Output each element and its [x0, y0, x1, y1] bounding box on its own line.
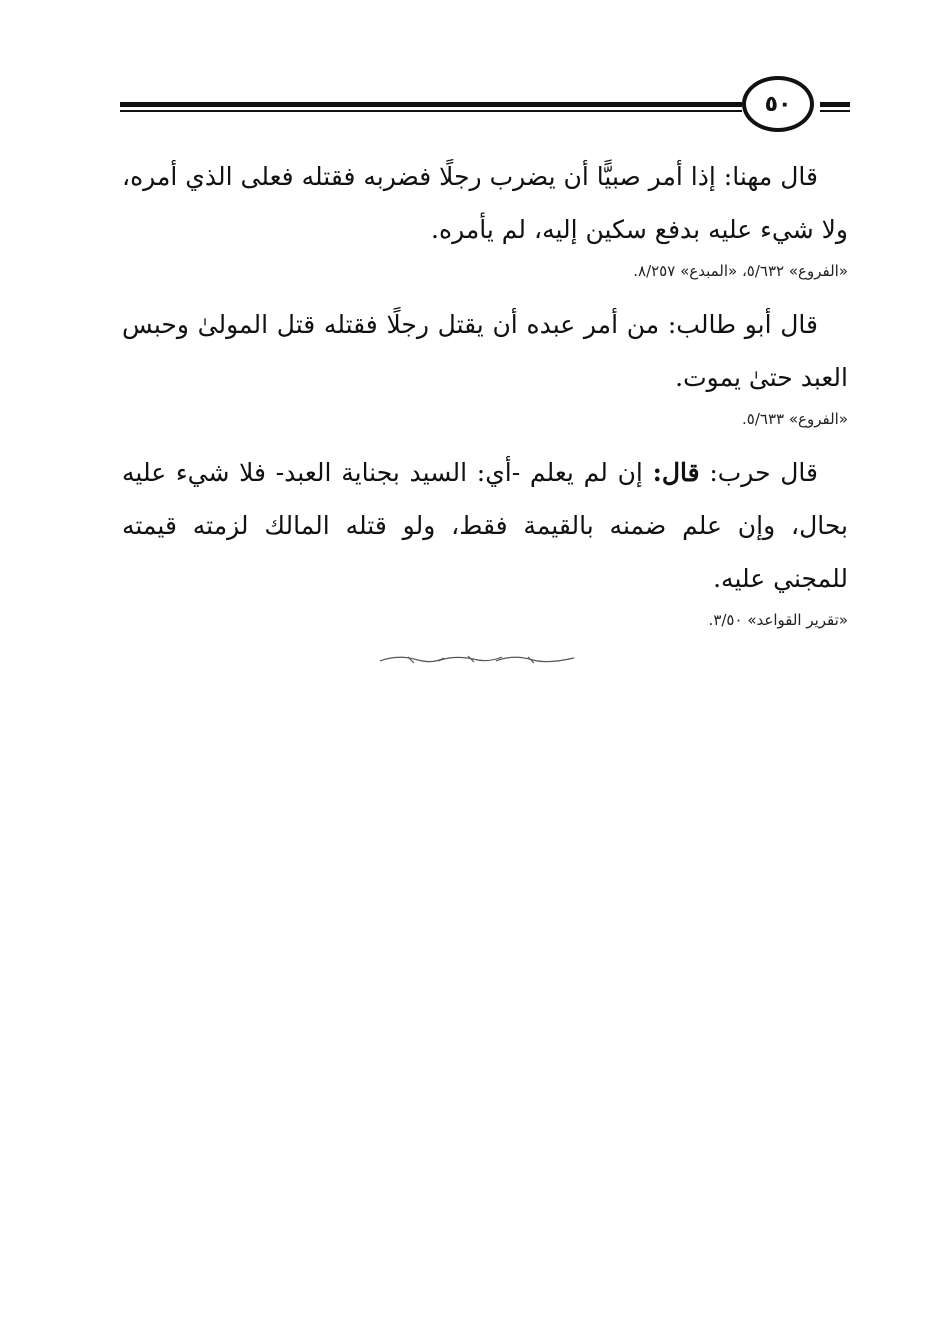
page-header [120, 72, 850, 142]
entry-text-2: قال أبو طالب: من أمر عبده أن يقتل رجلًا فقتله قتل المولىٰ وحبس العبد حتىٰ يموت. [122, 310, 848, 392]
entry-lead-3: قال حرب: [709, 458, 818, 487]
ornament-icon [378, 652, 578, 666]
entry-reference-1: «الفروع» ٥/٦٣٢، «المبدع» ٨/٢٥٧. [633, 262, 848, 280]
entry-body-3: إن لم يعلم -أي: السيد بجناية العبد- فلا شيء عليه بحال، وإن علم ضمنه بالقيمة فقط، ولو قتله المالك لزمته قيمته للمجني عليه. [122, 458, 848, 593]
entry-reference-2: «الفروع» ٥/٦٣٣. [742, 410, 848, 428]
entry-text-1: قال مهنا: إذا أمر صبيًّا أن يضرب رجلًا فضربه فقتله فعلى الذي أمره، ولا شيء عليه بدفع سكين إليه، لم يأمره. [122, 162, 848, 244]
entry-text-3 [122, 446, 848, 605]
header-rule-thin [120, 110, 742, 112]
header-rule-thick [120, 102, 742, 107]
header-rule-right-thin [820, 110, 850, 112]
section-end-ornament [378, 652, 578, 666]
entry-bold-3: قال: [652, 458, 700, 487]
entry-reference-3: «تقرير القواعد» ٣/٥٠. [708, 611, 848, 629]
header-rule-right-thick [820, 102, 850, 107]
page-number-badge [742, 76, 814, 132]
page-number: ٥٠ [764, 91, 792, 117]
page-body [122, 150, 848, 647]
